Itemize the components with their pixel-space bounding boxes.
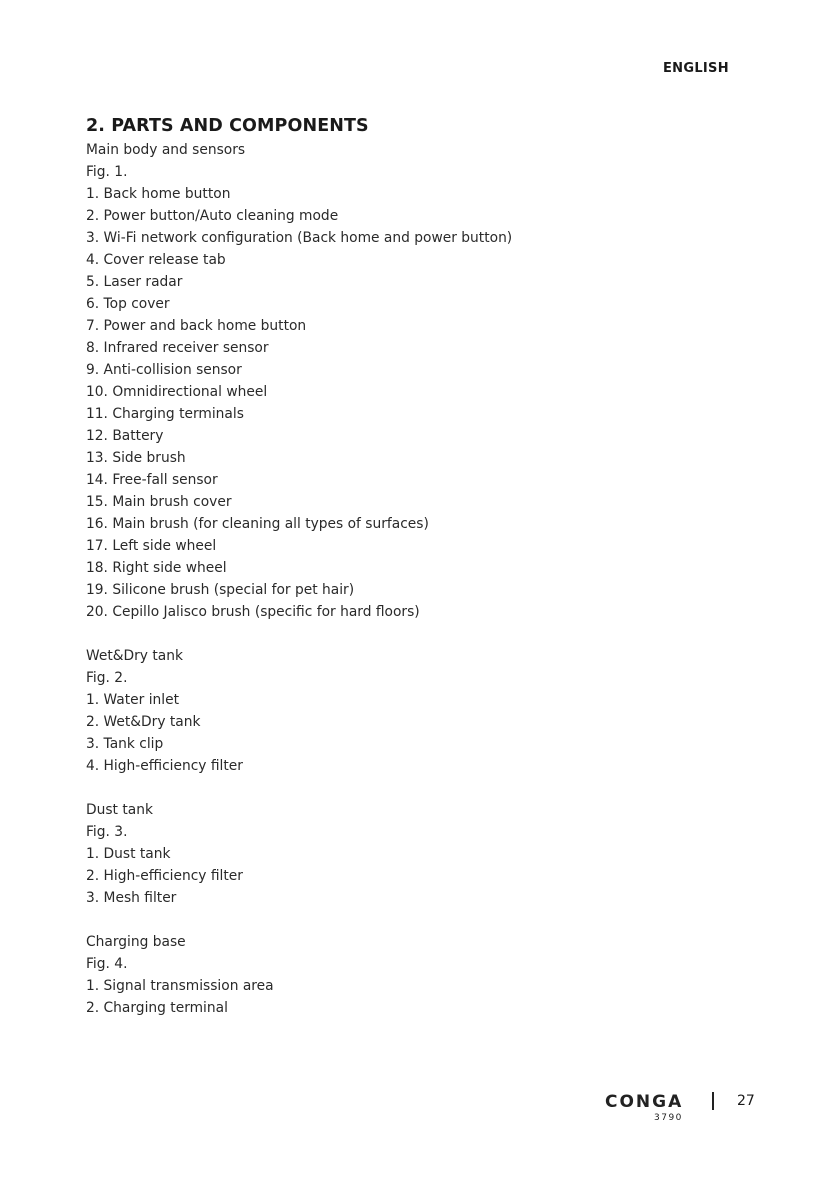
list-item: 7. Power and back home button bbox=[86, 318, 307, 334]
list-item: 2. High-efficiency filter bbox=[86, 868, 243, 884]
language-label: ENGLISH bbox=[663, 61, 729, 76]
list-item: 2. Power button/Auto cleaning mode bbox=[86, 208, 339, 224]
list-item: 2. Charging terminal bbox=[86, 1000, 228, 1016]
model-text: 3790 bbox=[654, 1113, 683, 1122]
group-spacer bbox=[86, 909, 512, 931]
footer-divider bbox=[712, 1092, 714, 1110]
brand-text: CONGA bbox=[605, 1092, 684, 1112]
list-item: 10. Omnidirectional wheel bbox=[86, 384, 268, 400]
list-item: 3. Mesh filter bbox=[86, 890, 177, 906]
figure-label: Fig. 1. bbox=[86, 164, 128, 180]
group-heading: Dust tank bbox=[86, 802, 153, 818]
group-spacer bbox=[86, 623, 512, 645]
list-item: 1. Back home button bbox=[86, 186, 231, 202]
list-item: 16. Main brush (for cleaning all types of surfaces) bbox=[86, 516, 429, 532]
list-item: 4. High-efficiency filter bbox=[86, 758, 243, 774]
parts-list bbox=[86, 139, 512, 1019]
conga-logo bbox=[605, 1090, 695, 1122]
list-item: 9. Anti-collision sensor bbox=[86, 362, 242, 378]
list-item: 14. Free-fall sensor bbox=[86, 472, 218, 488]
list-item: 2. Wet&Dry tank bbox=[86, 714, 201, 730]
list-item: 12. Battery bbox=[86, 428, 164, 444]
list-item: 1. Signal transmission area bbox=[86, 978, 274, 994]
figure-label: Fig. 3. bbox=[86, 824, 128, 840]
group-heading: Wet&Dry tank bbox=[86, 648, 183, 664]
figure-label: Fig. 2. bbox=[86, 670, 128, 686]
list-item: 13. Side brush bbox=[86, 450, 186, 466]
list-item: 17. Left side wheel bbox=[86, 538, 217, 554]
section-title: 2. PARTS AND COMPONENTS bbox=[86, 116, 369, 136]
group-spacer bbox=[86, 777, 512, 799]
list-item: 8. Infrared receiver sensor bbox=[86, 340, 269, 356]
list-item: 1. Dust tank bbox=[86, 846, 171, 862]
group-heading: Main body and sensors bbox=[86, 142, 246, 158]
list-item: 3. Wi-Fi network configuration (Back home and power button) bbox=[86, 230, 513, 246]
list-item: 3. Tank clip bbox=[86, 736, 164, 752]
list-item: 18. Right side wheel bbox=[86, 560, 227, 576]
page-number: 27 bbox=[737, 1093, 755, 1109]
list-item: 1. Water inlet bbox=[86, 692, 180, 708]
list-item: 4. Cover release tab bbox=[86, 252, 226, 268]
list-item: 20. Cepillo Jalisco brush (specific for hard floors) bbox=[86, 604, 420, 620]
list-item: 15. Main brush cover bbox=[86, 494, 232, 510]
list-item: 6. Top cover bbox=[86, 296, 170, 312]
figure-label: Fig. 4. bbox=[86, 956, 128, 972]
list-item: 5. Laser radar bbox=[86, 274, 183, 290]
list-item: 11. Charging terminals bbox=[86, 406, 244, 422]
group-heading: Charging base bbox=[86, 934, 186, 950]
list-item: 19. Silicone brush (special for pet hair) bbox=[86, 582, 355, 598]
